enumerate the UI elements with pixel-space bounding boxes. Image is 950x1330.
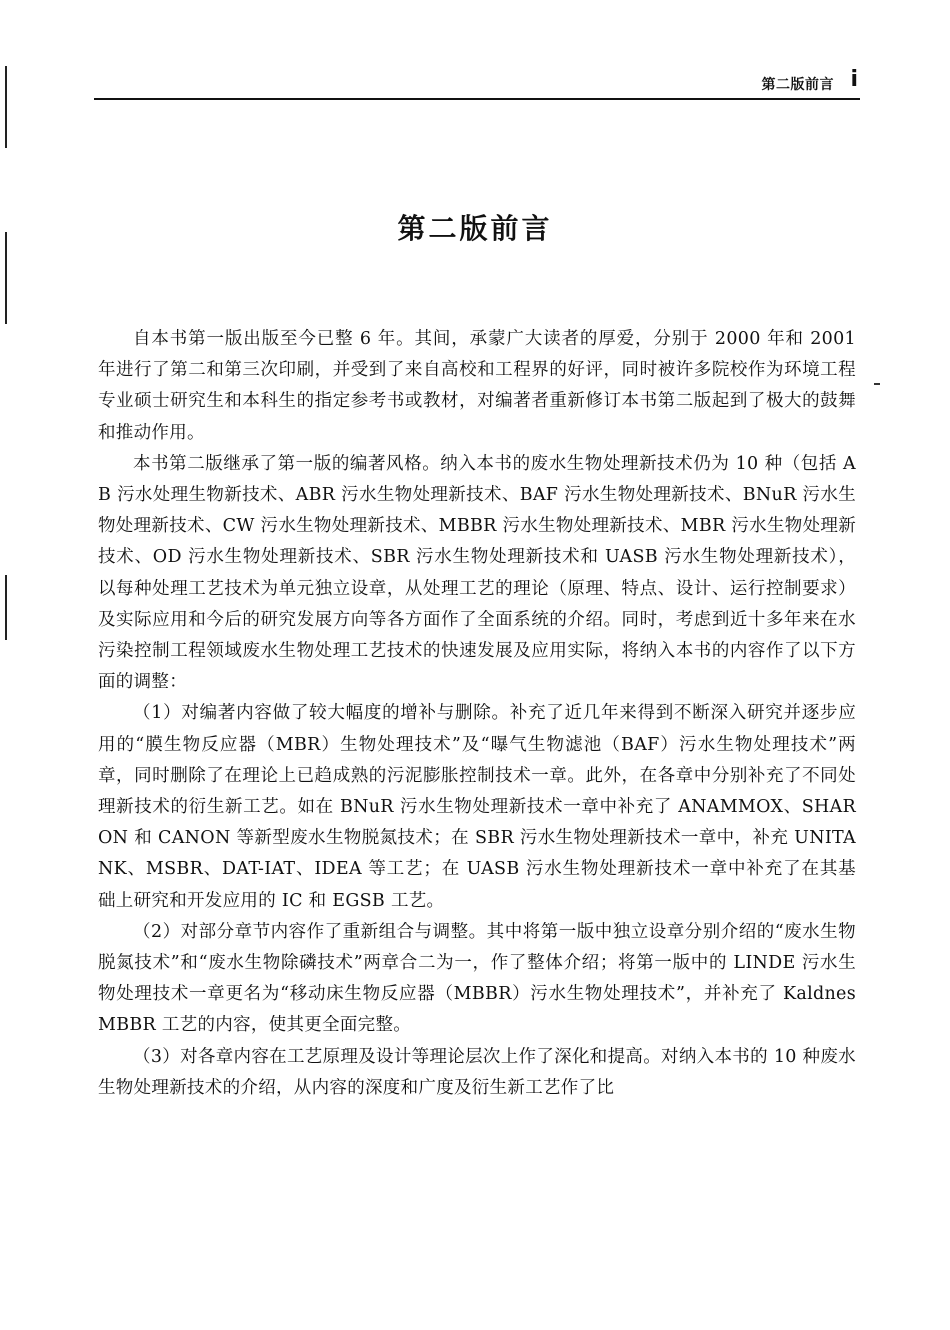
running-header-title: 第二版前言 [761, 77, 834, 93]
scan-edge-mark [5, 575, 7, 640]
scan-edge-mark [874, 383, 880, 385]
chapter-title: 第二版前言 [397, 212, 553, 245]
page-number: i [850, 67, 858, 92]
body-text [98, 324, 856, 1104]
paragraph: 自本书第一版出版至今已整 6 年。其间，承蒙广大读者的厚爱，分别于 2000 年和 2001 年进行了第二和第三次印刷，并受到了来自高校和工程界的好评，同时被许多院校作为环境工程专业硕士研究生和本科生的指定参考书或教材，对编著者重新修订本书第二版起到了极大的鼓舞和推动作用。 [98, 329, 856, 443]
paragraph: （1）对编著内容做了较大幅度的增补与删除。补充了近几年来得到不断深入研究并逐步应用的“膜生物反应器（MBR）生物处理技术”及“曝气生物滤池（BAF）污水生物处理技术”两章，同时删除了在理论上已趋成熟的污泥膨胀控制技术一章。此外，在各章中分别补充了不同处理新技术的衍生新工艺。如在 BNuR 污水生物处理新技术一章中补充了 ANAMMOX、SHARON 和 CANON 等新型废水生物脱氮技术；在 SBR 污水生物处理新技术一章中，补充 UNITANK、MSBR、DAT-IAT、IDEA 等工艺；在 UASB 污水生物处理新技术一章中补充了在其基础上研究和开发应用的 IC 和 EGSB 工艺。 [98, 703, 856, 911]
paragraph: （3）对各章内容在工艺原理及设计等理论层次上作了深化和提高。对纳入本书的 10 种废水生物处理新技术的介绍，从内容的深度和广度及衍生新工艺作了比 [98, 1046, 856, 1098]
running-header [94, 66, 860, 100]
scan-edge-mark [5, 66, 7, 148]
paragraph: （2）对部分章节内容作了重新组合与调整。其中将第一版中独立设章分别介绍的“废水生物脱氮技术”和“废水生物除磷技术”两章合二为一，作了整体介绍；将第一版中的 LINDE 污水生物处理技术一章更名为“移动床生物反应器（MBBR）污水生物处理技术”，并补充了 Kaldnes MBBR 工艺的内容，使其更全面完整。 [98, 921, 856, 1036]
paragraph: 本书第二版继承了第一版的编著风格。纳入本书的废水生物处理新技术仍为 10 种（包括 AB 污水处理生物新技术、ABR 污水生物处理新技术、BAF 污水生物处理新技术、BNuR 污水生物处理新技术、CW 污水生物处理新技术、MBBR 污水生物处理新技术、MBR 污水生物处理新技术、OD 污水生物处理新技术、SBR 污水生物处理新技术和 UASB 污水生物处理新技术），以每种处理工艺技术为单元独立设章，从处理工艺的理论（原理、特点、设计、运行控制要求）及实际应用和今后的研究发展方向等各方面作了全面系统的介绍。同时，考虑到近十多年来在水污染控制工程领域废水生物处理工艺技术的快速发展及应用实际，将纳入本书的内容作了以下方面的调整： [98, 453, 856, 693]
